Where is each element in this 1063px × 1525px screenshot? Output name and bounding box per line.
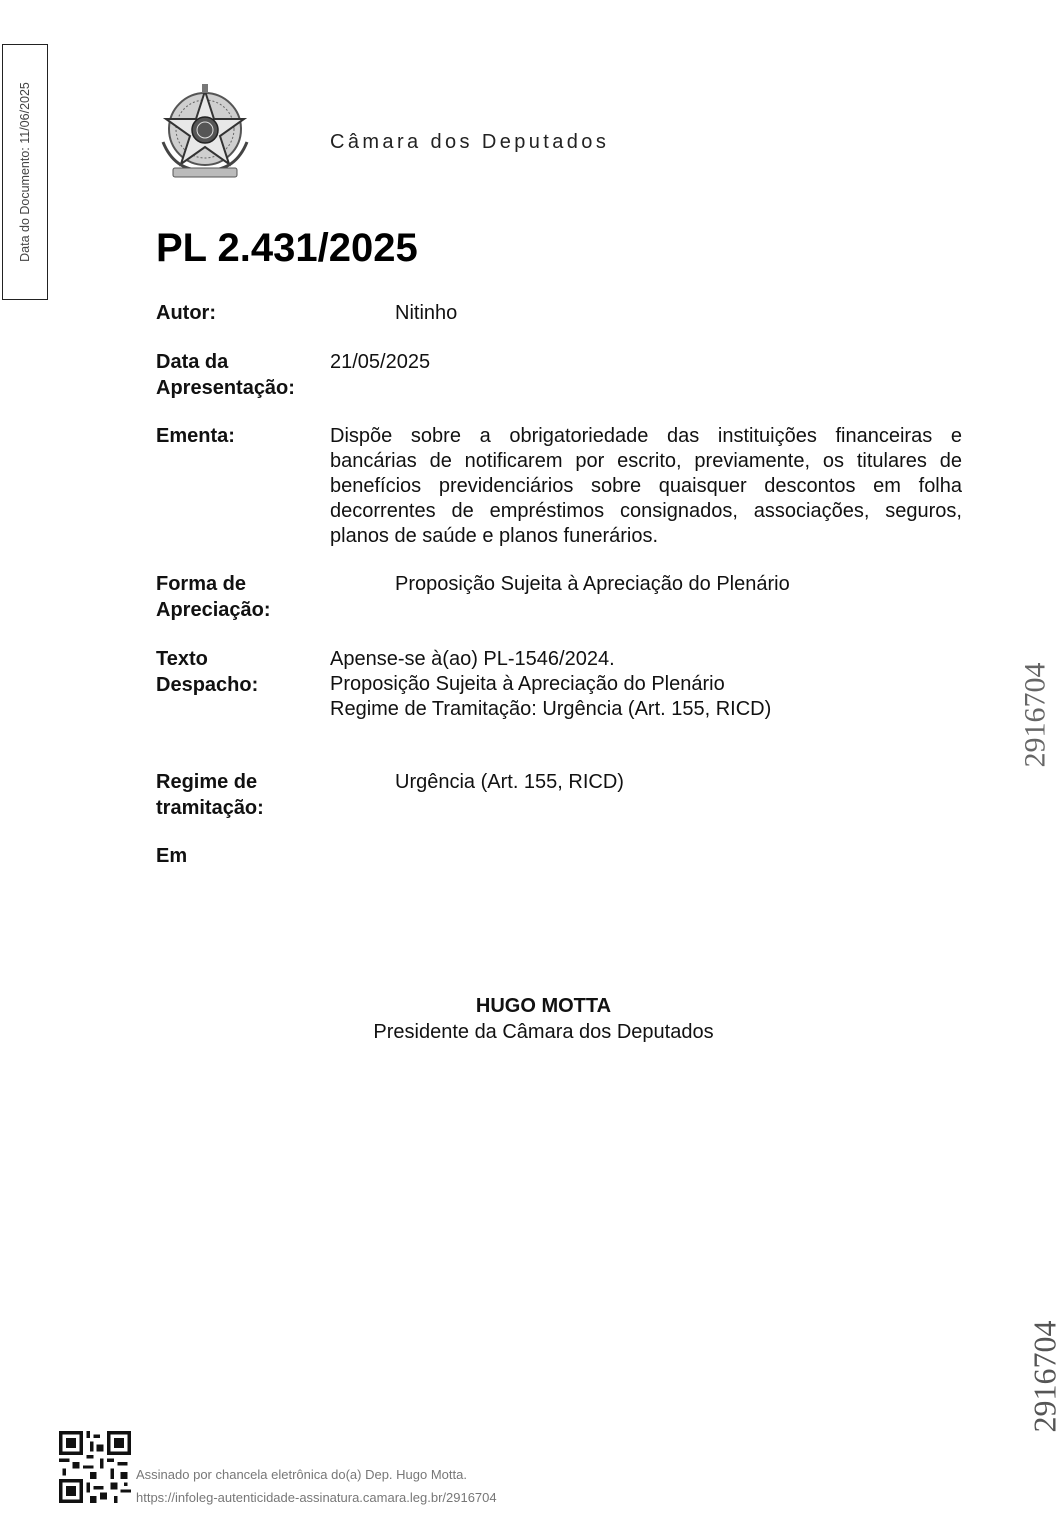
document-date-text: Data do Documento: 11/06/2025 — [18, 82, 33, 262]
dispatch-line: Proposição Sujeita à Apreciação do Plenário — [330, 673, 725, 695]
presentation-date-label-2: Apresentação: — [156, 377, 295, 399]
presentation-date-label-1: Data da — [156, 351, 229, 373]
processing-regime-label-1: Regime de — [156, 771, 258, 793]
document-number-stamp: 2916704 — [1018, 662, 1052, 768]
dispatch-line: Apense-se à(ao) PL-1546/2024. — [330, 648, 615, 670]
document-date-stamp — [2, 44, 48, 300]
document-number-stamp: 2916704 — [1026, 1320, 1063, 1433]
organization-name: Câmara dos Deputados — [330, 131, 610, 153]
processing-regime-label-2: tramitação: — [156, 797, 264, 819]
bill-number: PL 2.431/2025 — [156, 226, 418, 270]
em-label: Em — [156, 845, 188, 867]
dispatch-label-2: Despacho: — [156, 674, 259, 696]
signer-name: HUGO MOTTA — [475, 995, 612, 1017]
qr-code — [59, 1431, 131, 1503]
signer-role: Presidente da Câmara dos Deputados — [373, 1021, 714, 1043]
dispatch-label-1: Texto — [156, 648, 208, 670]
ementa-text: Dispõe sobre a obrigatoriedade das instituições financeiras e bancárias de notificarem por escrito, previamente, os titulares de benefícios previdenciários sobre quaisquer descontos em folha decorrentes de empréstimos consignados, associações, seguros, planos de saúde e planos funerários. — [330, 425, 962, 547]
processing-regime-value: Urgência (Art. 155, RICD) — [395, 771, 624, 793]
appreciation-form-label-2: Apreciação: — [156, 599, 271, 621]
appreciation-form-value: Proposição Sujeita à Apreciação do Plenário — [395, 573, 790, 595]
author-label: Autor: — [156, 302, 216, 324]
dispatch-line: Regime de Tramitação: Urgência (Art. 155, RICD) — [330, 698, 772, 720]
footer-authenticity-link[interactable]: https://infoleg-autenticidade-assinatura.camara.leg.br/2916704 — [136, 1490, 497, 1505]
coat-of-arms-logo — [155, 82, 255, 182]
author-value: Nitinho — [395, 302, 458, 324]
presentation-date-value: 21/05/2025 — [330, 351, 431, 373]
appreciation-form-label-1: Forma de — [156, 573, 247, 595]
ementa-label: Ementa: — [156, 425, 235, 447]
footer-signature-note: Assinado por chancela eletrônica do(a) Dep. Hugo Motta. — [136, 1467, 467, 1482]
